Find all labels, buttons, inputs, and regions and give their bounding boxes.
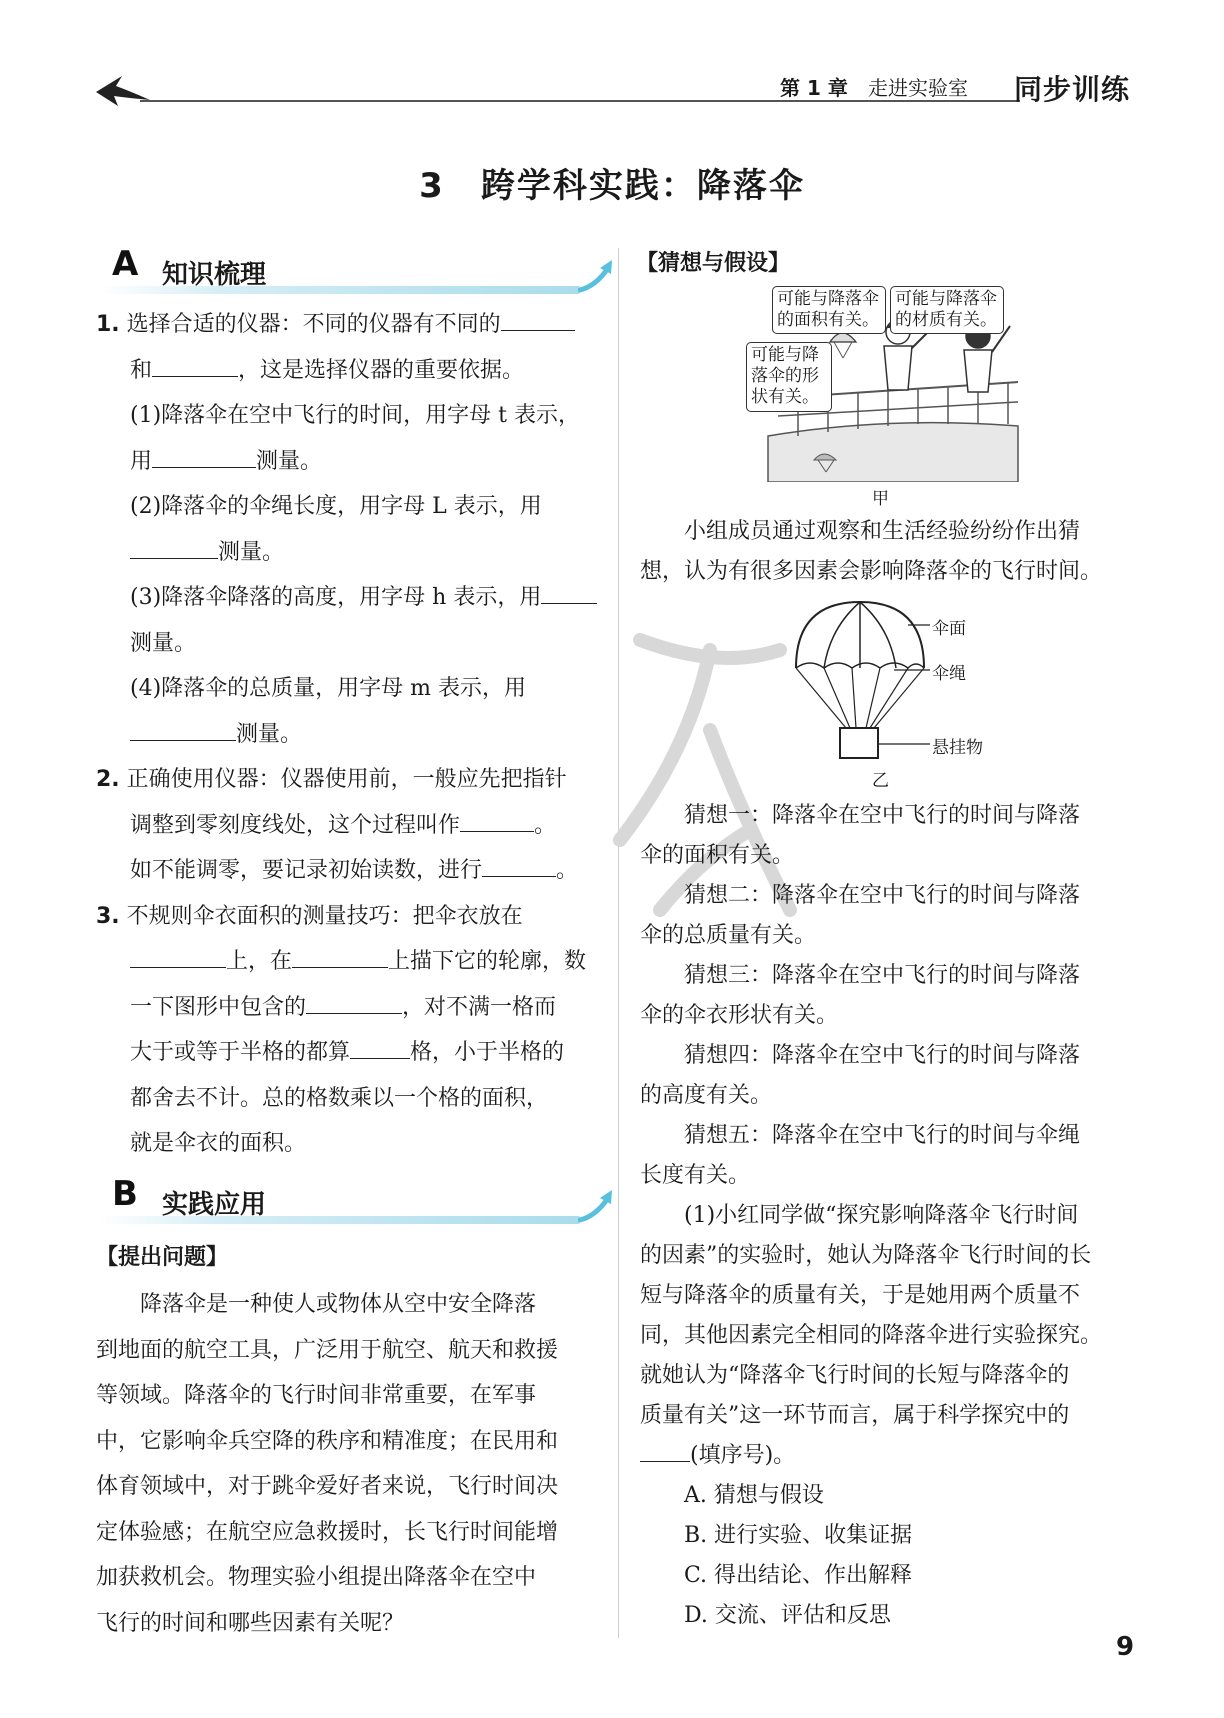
q1-blank-3[interactable] — [152, 443, 256, 468]
q1-p3-text: (3)降落伞降落的高度，用字母 h 表示，用 — [130, 585, 542, 610]
question-answer-line — [640, 1436, 1136, 1476]
speech-bubble-material — [890, 286, 1004, 334]
column-divider — [618, 248, 619, 1638]
q1-blank-1[interactable] — [501, 306, 575, 331]
guess-line: 猜想一：降落伞在空中飞行的时间与降落 — [684, 803, 1081, 828]
guess-line: 伞的面积有关。 — [640, 843, 795, 868]
guesses-block — [640, 796, 1136, 1636]
q1-p1-line2 — [96, 439, 594, 485]
q1-blank-4[interactable] — [130, 534, 218, 559]
q1-p4-text: (4)降落伞的总质量，用字母 m 表示，用 — [130, 676, 527, 701]
speech-bubble-shape — [746, 342, 832, 412]
header-chapter-title: 走进实验室 — [868, 76, 968, 100]
q2-text-1: 正确使用仪器：仪器使用前，一般应先把指针 — [126, 767, 567, 792]
q1-p3-text-b: 测量。 — [130, 630, 197, 656]
speech-bubble-area — [772, 286, 886, 334]
q2-number: 2. — [96, 767, 120, 792]
header-chapter: 第 1 章 — [780, 76, 848, 100]
rq-line: 降落伞是一种使人或物体从空中安全降落 — [140, 1292, 537, 1317]
rq-line: 等领域。降落伞的飞行时间非常重要，在军事 — [96, 1383, 537, 1408]
q1-blank-6[interactable] — [130, 716, 236, 741]
option-b: B. 进行实验、收集证据 — [684, 1523, 913, 1548]
option-c: C. 得出结论、作出解释 — [684, 1563, 913, 1588]
q3-blank-3[interactable] — [306, 989, 402, 1014]
q3-text-1: 不规则伞衣面积的测量技巧：把伞衣放在 — [126, 903, 523, 929]
q1-text-2a: 和 — [130, 357, 153, 383]
label-load: 悬挂物 — [932, 738, 983, 758]
hypothesis-intro — [640, 512, 1136, 592]
label-canopy: 伞面 — [932, 619, 966, 639]
bubble-text: 状有关。 — [751, 387, 819, 407]
q2-line2 — [96, 803, 594, 849]
q1-p4-line2 — [96, 712, 594, 758]
q3-line2 — [96, 939, 594, 985]
question-line: (1)小红同学做“探究影响降落伞飞行时间 — [684, 1203, 1079, 1228]
question-line: 同，其他因素完全相同的降落伞进行实验探究。 — [640, 1323, 1103, 1348]
question-line: 的因素”的实验时，她认为降落伞飞行时间的长 — [640, 1243, 1092, 1268]
option-d: D. 交流、评估和反思 — [684, 1603, 891, 1628]
q3-text-4a: 大于或等于半格的都算 — [130, 1040, 351, 1065]
q1-p2-line1 — [96, 484, 594, 530]
guess-line: 猜想二：降落伞在空中飞行的时间与降落 — [684, 883, 1081, 908]
header-arrow-icon — [92, 70, 152, 110]
q1-blank-2[interactable] — [152, 352, 238, 377]
q3-blank-1[interactable] — [130, 943, 226, 968]
q1-p1-text-b: 用 — [130, 448, 153, 474]
label-rope: 伞绳 — [932, 664, 966, 684]
question-line: 短与降落伞的质量有关，于是她用两个质量不 — [640, 1283, 1081, 1308]
q2-text-2: 调整到零刻度线处，这个过程叫作 — [130, 812, 461, 838]
bubble-text: 的材质有关。 — [895, 310, 997, 330]
q1-p4-line1 — [96, 666, 594, 712]
q3-text-2b: 上描下它的轮廓，数 — [388, 949, 587, 974]
q2-text-2b: 。 — [534, 812, 557, 838]
q1-p3-line2 — [96, 621, 594, 667]
question-line: 质量有关”这一环节而言，属于科学探究中的 — [640, 1403, 1070, 1428]
q3-line6 — [96, 1121, 594, 1167]
raise-question-head: 【提出问题】 — [96, 1245, 229, 1270]
q2-line3 — [96, 848, 594, 894]
section-b-head — [100, 1176, 620, 1226]
question-line: 就她认为“降落伞飞行时间的长短与降落伞的 — [640, 1363, 1070, 1388]
swoosh-arrow-icon — [578, 1186, 618, 1224]
page-title: 3 跨学科实践：降落伞 — [419, 166, 805, 206]
section-b-name: 实践应用 — [162, 1190, 267, 1220]
q2-text-3b: 。 — [556, 858, 579, 883]
q1-blank-5[interactable] — [541, 579, 597, 604]
parachute-diagram — [790, 598, 930, 764]
q3-text-6: 就是伞衣的面积。 — [130, 1131, 307, 1156]
intro-line: 小组成员通过观察和生活经验纷纷作出猜 — [684, 519, 1081, 544]
guess-line: 猜想四：降落伞在空中飞行的时间与降落 — [684, 1043, 1081, 1068]
q1-line1 — [96, 302, 594, 348]
q2-blank-1[interactable] — [460, 807, 534, 832]
q3-blank-2[interactable] — [292, 943, 388, 968]
bubble-text: 的面积有关。 — [777, 310, 879, 330]
q2-line1 — [96, 757, 594, 803]
q3-number: 3. — [96, 903, 120, 929]
q1-line2 — [96, 348, 594, 394]
q1-p4-text-b: 测量。 — [236, 721, 303, 747]
q3-line1 — [96, 894, 594, 940]
option-a: A. 猜想与假设 — [684, 1483, 824, 1508]
section-b-letter: B — [112, 1174, 138, 1214]
guess-line: 的高度有关。 — [640, 1083, 773, 1108]
q3-line3 — [96, 985, 594, 1031]
q1-p3-line1 — [96, 575, 594, 621]
q3-text-4b: 格，小于半格的 — [410, 1040, 565, 1065]
section-a-head — [100, 246, 620, 296]
q3-blank-4[interactable] — [350, 1034, 410, 1059]
q3-text-5: 都舍去不计。总的格数乘以一个格的面积， — [130, 1085, 549, 1111]
swoosh-arrow-icon — [578, 256, 618, 294]
figure-b-caption: 乙 — [872, 771, 889, 791]
q3-text-3a: 一下图形中包含的 — [130, 994, 307, 1020]
q1-p1-line1 — [96, 393, 594, 439]
q1-text-1: 选择合适的仪器：不同的仪器有不同的 — [126, 312, 501, 337]
rq-line: 到地面的航空工具，广泛用于航空、航天和救援 — [96, 1337, 559, 1363]
answer-blank[interactable] — [640, 1437, 690, 1462]
q3-text-2a: 上，在 — [226, 949, 293, 974]
q3-line5 — [96, 1076, 594, 1122]
intro-line: 想，认为有很多因素会影响降落伞的飞行时间。 — [640, 559, 1103, 584]
rq-line: 中，它影响伞兵空降的秩序和精准度；在民用和 — [96, 1428, 559, 1454]
guess-line: 伞的总质量有关。 — [640, 923, 817, 948]
guess-line: 伞的伞衣形状有关。 — [640, 1003, 839, 1028]
bubble-text: 可能与降落伞 — [895, 289, 997, 309]
q1-p2-text-b: 测量。 — [218, 539, 285, 565]
section-a-letter: A — [112, 244, 139, 284]
raise-question-body — [96, 1282, 594, 1646]
q3-line4 — [96, 1030, 594, 1076]
q1-text-2b: ，这是选择仪器的重要依据。 — [238, 357, 525, 383]
guess-line: 猜想五：降落伞在空中飞行的时间与伞绳 — [684, 1123, 1081, 1148]
guess-line: 猜想三：降落伞在空中飞行的时间与降落 — [684, 963, 1081, 988]
header-brand: 同步训练 — [1014, 73, 1131, 106]
q1-number: 1. — [96, 312, 120, 337]
hypothesis-head: 【猜想与假设】 — [636, 251, 791, 276]
bubble-text: 可能与降落伞 — [777, 289, 879, 309]
q1-p2-text: (2)降落伞的伞绳长度，用字母 L 表示，用 — [130, 494, 542, 519]
q1-p2-line2 — [96, 530, 594, 576]
q3-text-3b: ，对不满一格而 — [402, 994, 557, 1020]
rq-line: 加获救机会。物理实验小组提出降落伞在空中 — [96, 1565, 537, 1590]
figure-a-caption: 甲 — [872, 489, 889, 509]
page-number: 9 — [1116, 1632, 1135, 1662]
q1-p1-text: (1)降落伞在空中飞行的时间，用字母 t 表示， — [130, 403, 580, 428]
rq-line: 定体验感；在航空应急救援时，长飞行时间能增 — [96, 1519, 559, 1545]
question-tail: (填序号)。 — [690, 1443, 796, 1468]
guess-line: 长度有关。 — [640, 1163, 751, 1188]
bubble-text: 落伞的形 — [751, 366, 819, 386]
rq-line: 体育领域中，对于跳伞爱好者来说，飞行时间决 — [96, 1474, 559, 1499]
q2-text-3: 如不能调零，要记录初始读数，进行 — [130, 858, 483, 883]
rq-line: 飞行的时间和哪些因素有关呢？ — [96, 1610, 405, 1636]
knowledge-section — [96, 302, 594, 1167]
section-a-name: 知识梳理 — [162, 260, 267, 290]
q1-p1-text-c: 测量。 — [256, 448, 323, 474]
q2-blank-2[interactable] — [482, 852, 556, 877]
bubble-text: 可能与降 — [751, 345, 819, 365]
